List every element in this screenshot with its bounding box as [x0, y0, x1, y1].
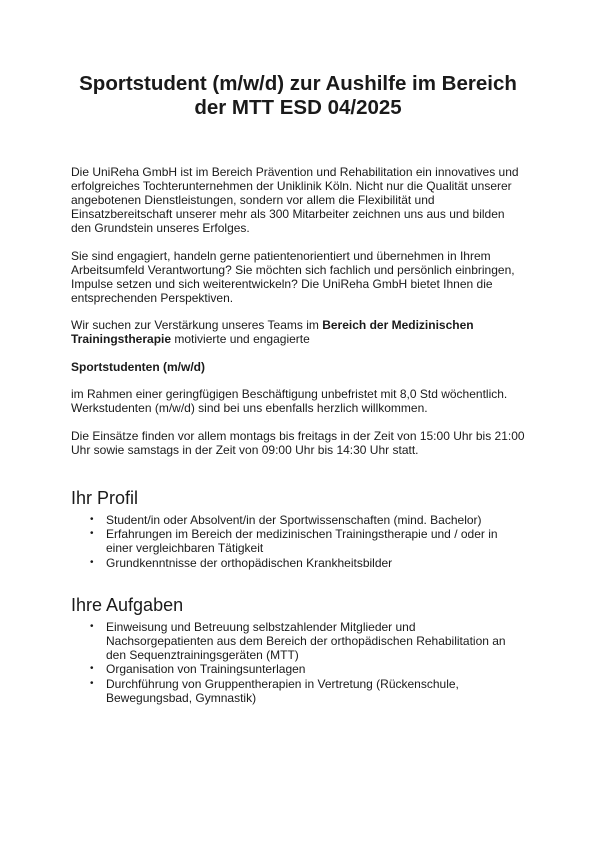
title-line-1: Sportstudent (m/w/d) zur Aushilfe im Bereich [79, 72, 517, 95]
position-name: Sportstudenten (m/w/d) [71, 359, 205, 374]
profil-list [71, 513, 525, 570]
title-line-2: der MTT ESD 04/2025 [194, 96, 402, 119]
list-item: • Erfahrungen im Bereich der medizinischen Trainingstherapie und / oder in einer vergleichbaren Tätigkeit [106, 527, 525, 555]
aufgaben-heading: Ihre Aufgaben [71, 594, 184, 615]
intro-paragraph-employment: im Rahmen einer geringfügigen Beschäftigung unbefristet mit 8,0 Std wöchentlich. Werkstudenten (m/w/d) sind bei uns ebenfalls herzlich willkommen. [71, 387, 508, 415]
intro-paragraph-schedule: Die Einsätze finden vor allem montags bis freitags in der Zeit von 15:00 Uhr bis 21:00 Uhr sowie samstags in der Zeit von 09:00 Uhr bis 14:30 Uhr statt. [71, 428, 525, 457]
intro-paragraph-engagement: Sie sind engagiert, handeln gerne patientenorientiert und übernehmen in Ihrem Arbeitsumfeld Verantwortung? Sie möchten sich fachlich und persönlich einbringen, Impulse setzen und sich weiterentwickeln? Die UniReha GmbH bietet Ihnen die entsprechenden Perspektiven. [71, 248, 515, 305]
profil-heading: Ihr Profil [71, 487, 139, 508]
intro-paragraph-company: Die UniReha GmbH ist im Bereich Prävention und Rehabilitation ein innovatives und erfolgreiches Tochterunternehmen der Uniklinik Köln. Nicht nur die Qualität unserer angebotenen Dienstleistungen, sondern vor allem die Flexibilität und Einsatzbereitschaft unserer mehr als 300 Mitarbeiter zeichnen uns aus und bilden den Grundstein unseres Erfolges. [71, 165, 519, 235]
list-item: • Student/in oder Absolvent/in der Sportwissenschaften (mind. Bachelor) [106, 513, 525, 527]
search-text-before: Wir suchen zur Verstärkung unseres Teams im [71, 318, 323, 332]
list-item: • Einweisung und Betreuung selbstzahlender Mitglieder und Nachsorgepatienten aus dem Bereich der orthopädischen Rehabilitation an den Sequenztrainingsgeräten (MTT) [106, 620, 525, 662]
intro-section [71, 165, 525, 457]
intro-paragraph-search [71, 318, 525, 346]
list-item: • Organisation von Trainingsunterlagen [106, 662, 525, 676]
aufgaben-list [71, 620, 525, 705]
list-item: • Durchführung von Gruppentherapien in Vertretung (Rückenschule, Bewegungsbad, Gymnastik) [106, 677, 525, 705]
search-text-after: motivierte und engagierte [171, 332, 310, 346]
list-item: • Grundkenntnisse der orthopädischen Krankheitsbilder [106, 556, 525, 570]
search-department: Bereich der Medizinischen Trainingstherapie [71, 318, 474, 346]
page-title [71, 72, 525, 120]
